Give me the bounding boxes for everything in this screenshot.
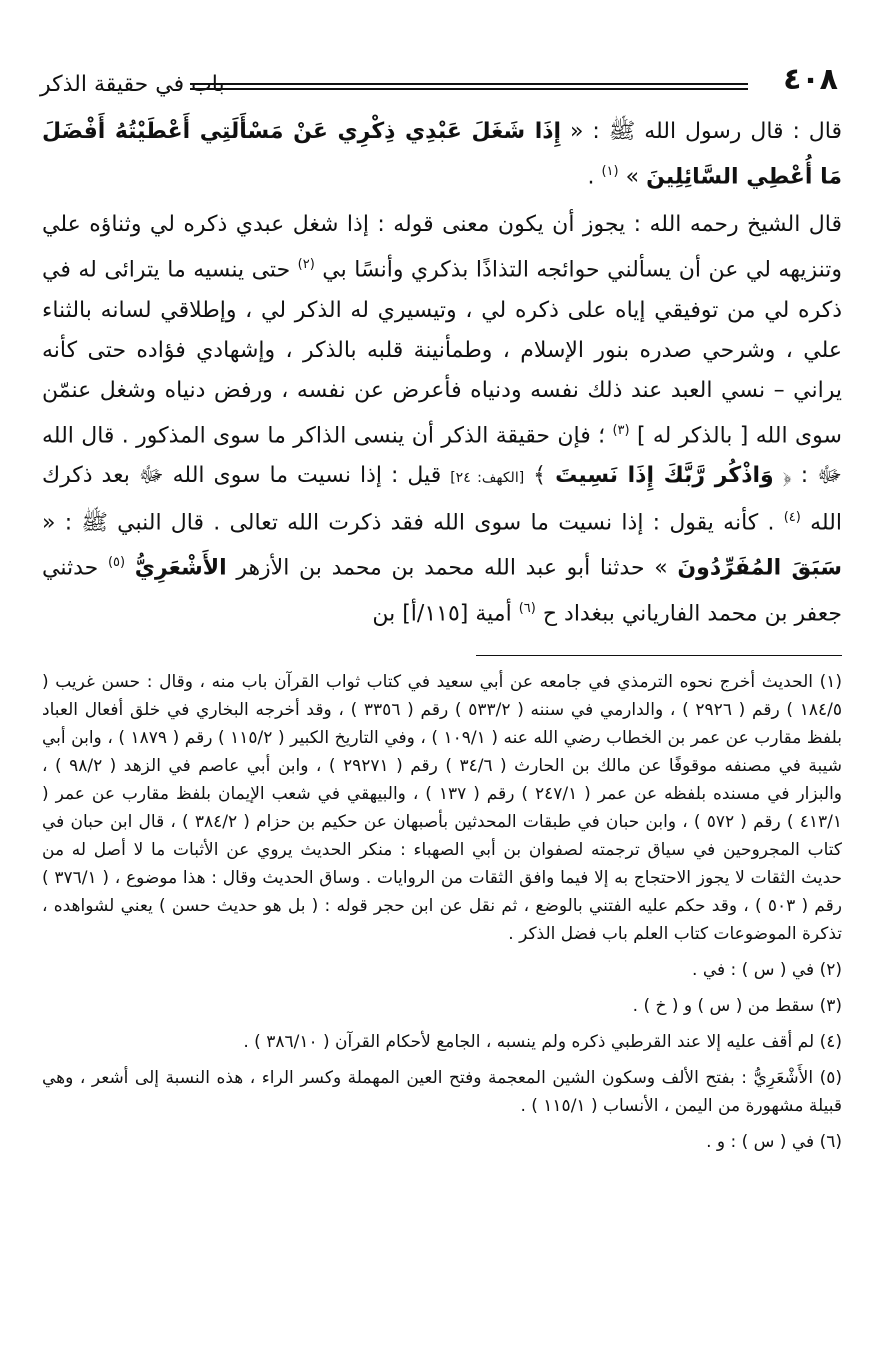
footnotes: [42, 668, 842, 1164]
footnote-2: (٢) في ( س ) : في .: [692, 960, 842, 980]
text-run: ؛ فإن حقيقة الذكر أن ينسى الذاكر ما سوى المذكور . قال الله ﷻ : ﴿: [42, 422, 842, 488]
running-title: باب في حقيقة الذكر: [40, 72, 225, 97]
text-run: حدثني جعفر بن محمد الفارياني ببغداد ح: [42, 555, 842, 626]
text-run: . كأنه يقول : إذا نسيت ما سوى الله فقد ذكرت الله تعالى . قال النبي ﷺ : «: [42, 510, 784, 536]
footnote-ref-4[interactable]: (٤): [783, 509, 801, 525]
footnote-ref-5[interactable]: (٥): [107, 555, 126, 571]
verse-reference: [الكهف: ٢٤]: [450, 469, 525, 486]
page-number: ٤٠٨: [783, 62, 838, 97]
text-run: »: [625, 164, 647, 190]
text-run: ﴾: [524, 462, 556, 488]
paragraph-commentary: [42, 205, 842, 634]
page-header: [40, 62, 838, 110]
footnote-ref-1[interactable]: (١): [601, 164, 619, 179]
footnote-3: (٣) سقط من ( س ) و ( خ ) .: [632, 996, 842, 1016]
text-run: » حدثنا أبو عبد الله محمد بن محمد بن الأزهر: [226, 555, 678, 581]
nisba-word: الأَشْعَرِيُّ: [134, 555, 227, 581]
header-rule: [190, 83, 748, 85]
paragraph-hadith: [42, 112, 842, 197]
text-run: حتى ينسيه ما يترائى له في ذكره لي من توفيقي إياه على ذكره لي ، وتيسيري له الذكر لي ، وإطلاقي لسانه بالثناء علي ، وشرحي صدره بنور الإسلام ، وطمأنينة قلبه بالذكر ، وإشهادي فؤاده حتى كأنه يراني – نسي العبد عند ذلك نفسه ودنياه فأعرض عن نفسه ، ورفض دنياه وشغل عنمّن سوى الله [ بالذكر له ]: [42, 257, 842, 448]
footnote-ref-3[interactable]: (٣): [612, 422, 630, 438]
footnote-6: (٦) في ( س ) : و .: [706, 1132, 842, 1152]
hadith-text: إِذَا شَغَلَ عَبْدِي ذِكْرِي عَنْ مَسْأَلَتِي أَعْطَيْتُهُ أَفْضَلَ مَا أُعْطِي السَّائِلِينَ: [42, 119, 842, 190]
main-text: [42, 112, 842, 642]
footnote-ref-2[interactable]: (٢): [297, 257, 315, 273]
footnote-4: (٤) لم أقف عليه إلا عند القرطبي ذكره ولم ينسبه ، الجامع لأحكام القرآن ( ٣٨٦/١٠ ) .: [243, 1032, 842, 1052]
text-run: قال : قال رسول الله ﷺ : «: [561, 119, 842, 144]
text-run: أمية [١١٥/أ] بن: [372, 600, 519, 626]
footnote-5: (٥) الأَشْعَرِيُّ : بفتح الألف وسكون الشين المعجمة وفتح العين المهملة وكسر الراء ، هذه النسبة إلى أشعر ، وهي قبيلة مشهورة من اليمن ، الأنساب ( ١١٥/١ ) .: [42, 1068, 842, 1116]
quran-verse: وَاذْكُر رَّبَّكَ إِذَا نَسِيتَ: [555, 462, 774, 488]
header-rule-double: [190, 88, 748, 90]
hadith-text: سَبَقَ المُفَرِّدُونَ: [677, 555, 843, 581]
footnote-ref-6[interactable]: (٦): [518, 600, 536, 616]
footnote-1: (١) الحديث أخرج نحوه الترمذي في جامعه عن أبي سعيد في كتاب ثواب القرآن باب منه ، وقال : حسن غريب ( ١٨٤/٥ ) رقم ( ٢٩٢٦ ) ، والدارمي في سننه ( ٥٣٣/٢ ) رقم ( ٣٣٥٦ ) ، وقد أخرجه البخاري في خلق أفعال العباد بلفظ مقارب عن عمر بن الخطاب رضي الله عنه ( ١٠٩/١ ) ، وفي التاريخ الكبير ( ١١٥/٢ ) رقم ( ١٨٧٩ ) ، وابن أبي شيبة في مصنفه موقوفًا عن مالك بن الحارث ( ٣٤/٦ ) رقم ( ٢٩٢٧١ ) ، وابن أبي عاصم في الزهد ( ٩٨/٢ ) ، والبزار في مسنده بلفظه عن عمر ( ٢٤٧/١ ) رقم ( ١٣٧ ) ، والبيهقي في شعب الإيمان بلفظ مقارب عن عمر ( ٤١٣/١ ) رقم ( ٥٧٢ ) ، وابن حبان في طبقات المحدثين بأصبهان عن حكيم بن حزام ( ٣٨٤/٢ ) ، قال ابن حبان في كتاب المجروحين في سياق ترجمته لصفوان بن أبي الصهباء : منكر الحديث يروي عن الأثبات ما لا أصل له من حديث الثقات لا يجوز الاحتجاج به إلا فيما وافق الثقات من الروايات . وساق الحديث وقال : هذا موضوع ، ( ٣٧٦/١ ) رقم ( ٥٠٣ ) ، وقد حكم عليه الفتني بالوضع ، ثم نقل عن ابن حجر قوله : ( بل هو حديث حسن ) يعني لشواهده ، تذكرة الموضوعات كتاب العلم باب فضل الذكر .: [42, 672, 843, 944]
footnote-separator: [476, 655, 842, 656]
text-run: .: [587, 164, 602, 190]
text-run: قيل : إذا نسيت ما سوى الله ﷻ بعد ذكرك الله: [42, 462, 842, 536]
text-run: قال الشيخ رحمه الله : يجوز أن يكون معنى قوله : إذا شغل عبدي ذكره لي وثناؤه علي وتنزيهه لي عن أن يسألني حوائجه التذاذًا بذكري وأنسًا بي: [42, 212, 842, 283]
